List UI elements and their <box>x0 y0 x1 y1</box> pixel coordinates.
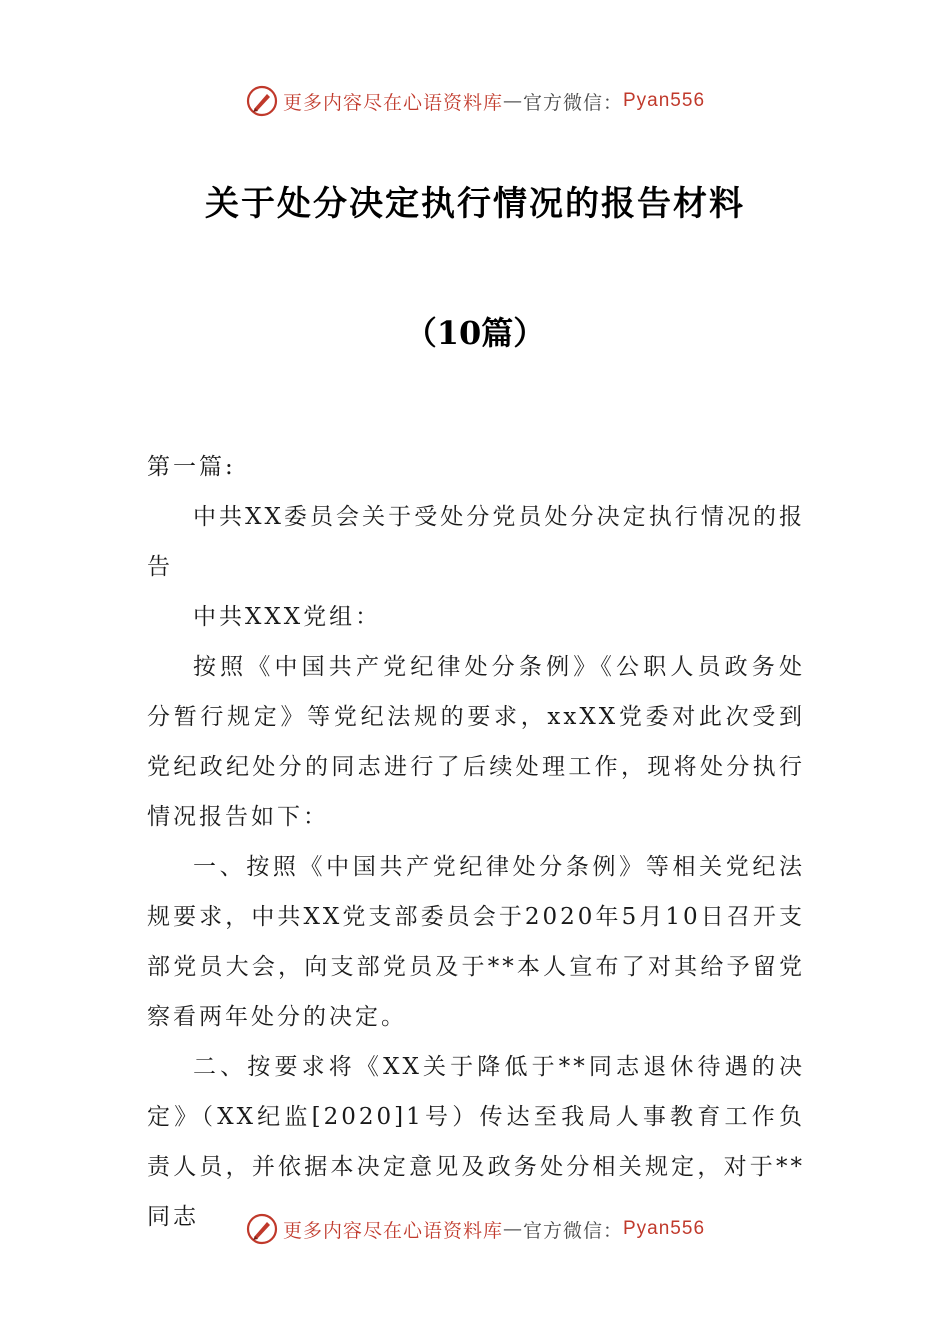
watermark-label: 官方微信： <box>522 1219 623 1242</box>
paragraph: 按照《中国共产党纪律处分条例》《公职人员政务处分暂行规定》等党纪法规的要求，xxXX党委对此次受到党纪政纪处分的同志进行了后续处理工作，现将处分执行情况报告如下： <box>147 654 805 830</box>
addressee: 中共XXX党组： <box>193 604 382 630</box>
pen-logo-icon <box>245 1212 279 1246</box>
paragraph: 二、按要求将《XX关于降低于**同志退休待遇的决定》（XX纪监[2020]1号）传达至我局人事教育工作负责人员，并依据本决定意见及政务处分相关规定，对于**同志 <box>147 1054 805 1230</box>
watermark-wechat-id: Pyan556 <box>623 90 706 111</box>
pen-logo-icon <box>245 84 279 118</box>
watermark-label: 官方微信： <box>522 91 623 114</box>
watermark-site-name: 更多内容尽在心语资料库 <box>282 91 503 114</box>
watermark-wechat-id: Pyan556 <box>623 1218 706 1239</box>
watermark-separator: — <box>502 1218 523 1240</box>
document-subtitle: （10篇） <box>404 314 546 352</box>
document-title: 关于处分决定执行情况的报告材料 <box>205 184 745 224</box>
report-title: 中共XX委员会关于受处分党员处分决定执行情况的报告 <box>147 504 805 580</box>
section-label: 第一篇: <box>147 454 236 480</box>
watermark-site-name: 更多内容尽在心语资料库 <box>282 1219 503 1242</box>
paragraph: 一、按照《中国共产党纪律处分条例》等相关党纪法规要求，中共XX党支部委员会于2020年5月10日召开支部党员大会，向支部党员及于**本人宣布了对其给予留党察看两年处分的决定。 <box>147 854 805 1030</box>
document-body <box>147 442 805 1242</box>
watermark-separator: — <box>502 90 523 112</box>
watermark-footer <box>0 1212 950 1246</box>
watermark-header <box>0 84 950 118</box>
